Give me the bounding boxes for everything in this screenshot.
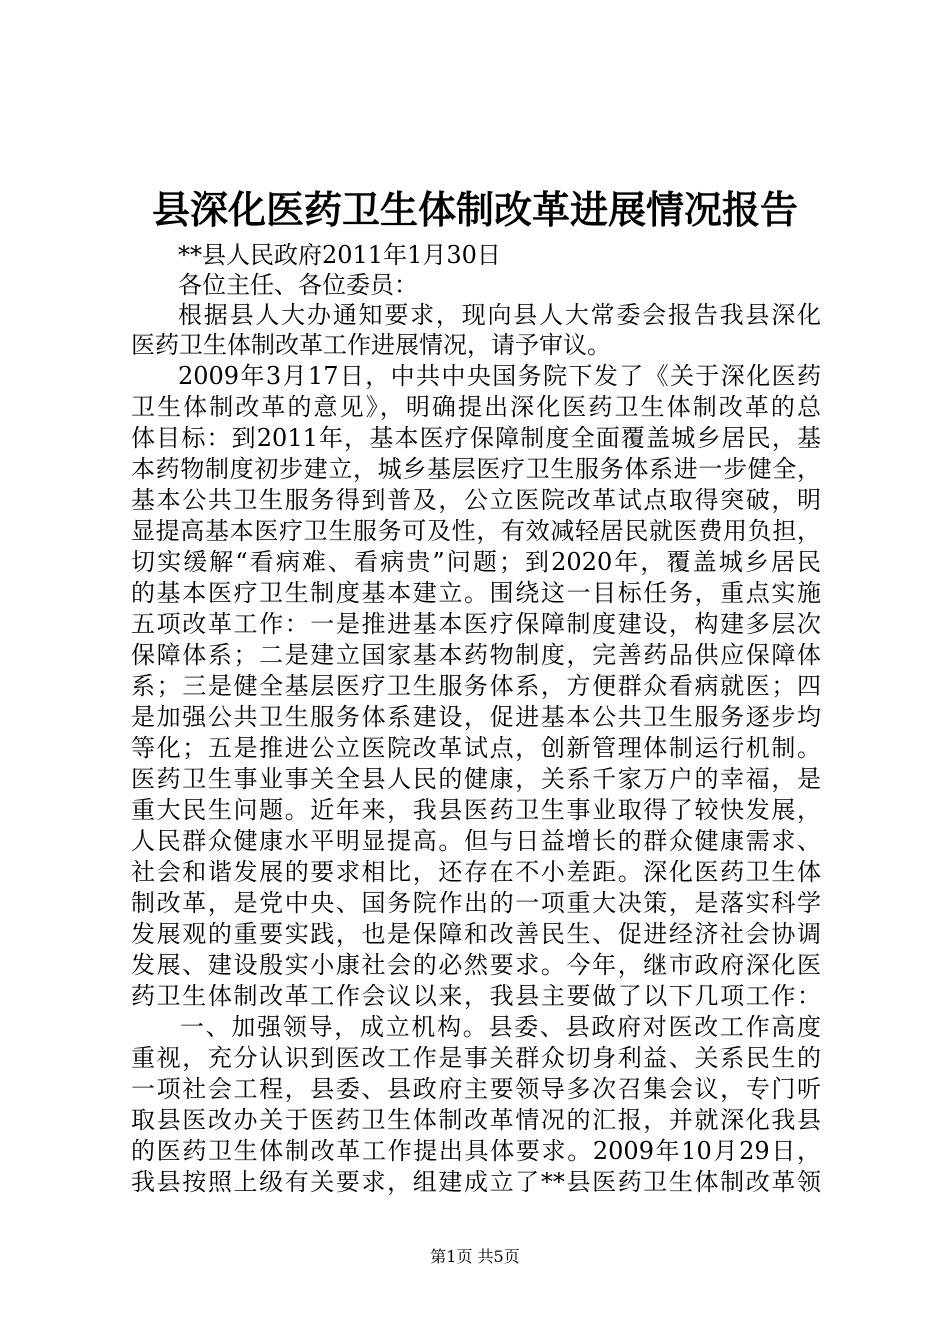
body-line-23: 药卫生体制改革工作会议以来，我县主要做了以下几项工作： bbox=[131, 982, 821, 1010]
body-line-29: 我县按照上级有关要求，组建成立了**县医药卫生体制改革领 bbox=[131, 1168, 821, 1196]
body-line-9: 切实缓解“看病难、看病贵”问题；到2020年，覆盖城乡居民 bbox=[131, 548, 821, 576]
body-line-21: 发展观的重要实践，也是保障和改善民生、促进经济社会协调 bbox=[131, 920, 821, 948]
body-line-25: 重视，充分认识到医改工作是事关群众切身利益、关系民生的 bbox=[131, 1044, 821, 1072]
body-line-28: 的医药卫生体制改革工作提出具体要求。2009年10月29日， bbox=[131, 1137, 821, 1165]
body-line-15: 等化；五是推进公立医院改革试点，创新管理体制运行机制。 bbox=[131, 734, 821, 762]
body-line-22: 发展、建设殷实小康社会的必然要求。今年，继市政府深化医 bbox=[131, 951, 821, 979]
body-line-7: 基本公共卫生服务得到普及，公立医院改革试点取得突破，明 bbox=[131, 486, 821, 514]
issuer-date-line: **县人民政府2011年1月30日 bbox=[178, 241, 501, 269]
body-line-14: 是加强公共卫生服务体系建设，促进基本公共卫生服务逐步均 bbox=[131, 703, 821, 731]
body-line-16: 医药卫生事业事关全县人民的健康，关系千家万户的幸福，是 bbox=[131, 765, 821, 793]
body-line-27: 取县医改办关于医药卫生体制改革情况的汇报，并就深化我县 bbox=[131, 1106, 821, 1134]
body-line-26: 一项社会工程，县委、县政府主要领导多次召集会议，专门听 bbox=[131, 1075, 821, 1103]
salutation-line: 各位主任、各位委员： bbox=[178, 271, 418, 299]
body-line-6: 本药物制度初步建立，城乡基层医疗卫生服务体系进一步健全， bbox=[131, 455, 821, 483]
body-line-11: 五项改革工作：一是推进基本医疗保障制度建设，构建多层次 bbox=[131, 610, 821, 638]
body-line-20: 制改革，是党中央、国务院作出的一项重大决策，是落实科学 bbox=[131, 889, 821, 917]
page-footer: 第1页 共5页 bbox=[430, 1247, 520, 1266]
body-line-8: 显提高基本医疗卫生服务可及性，有效减轻居民就医费用负担， bbox=[131, 517, 821, 545]
body-line-19: 社会和谐发展的要求相比，还存在不小差距。深化医药卫生体 bbox=[131, 858, 821, 886]
document-title: 县深化医药卫生体制改革进展情况报告 bbox=[151, 187, 798, 232]
body-line-24: 一、加强领导，成立机构。县委、县政府对医改工作高度 bbox=[180, 1013, 821, 1041]
body-line-12: 保障体系；二是建立国家基本药物制度，完善药品供应保障体 bbox=[131, 641, 821, 669]
body-line-3: 2009年3月17日，中共中央国务院下发了《关于深化医药 bbox=[178, 362, 821, 390]
body-line-1: 根据县人大办通知要求，现向县人大常委会报告我县深化 bbox=[178, 301, 821, 329]
body-line-17: 重大民生问题。近年来，我县医药卫生事业取得了较快发展， bbox=[131, 796, 821, 824]
body-line-10: 的基本医疗卫生制度基本建立。围绕这一目标任务，重点实施 bbox=[131, 579, 821, 607]
body-line-5: 体目标：到2011年，基本医疗保障制度全面覆盖城乡居民，基 bbox=[131, 424, 821, 452]
body-line-4: 卫生体制改革的意见》，明确提出深化医药卫生体制改革的总 bbox=[131, 393, 821, 421]
body-line-18: 人民群众健康水平明显提高。但与日益增长的群众健康需求、 bbox=[131, 827, 821, 855]
body-line-2: 医药卫生体制改革工作进展情况，请予审议。 bbox=[131, 331, 611, 359]
body-line-13: 系；三是健全基层医疗卫生服务体系，方便群众看病就医；四 bbox=[131, 672, 821, 700]
